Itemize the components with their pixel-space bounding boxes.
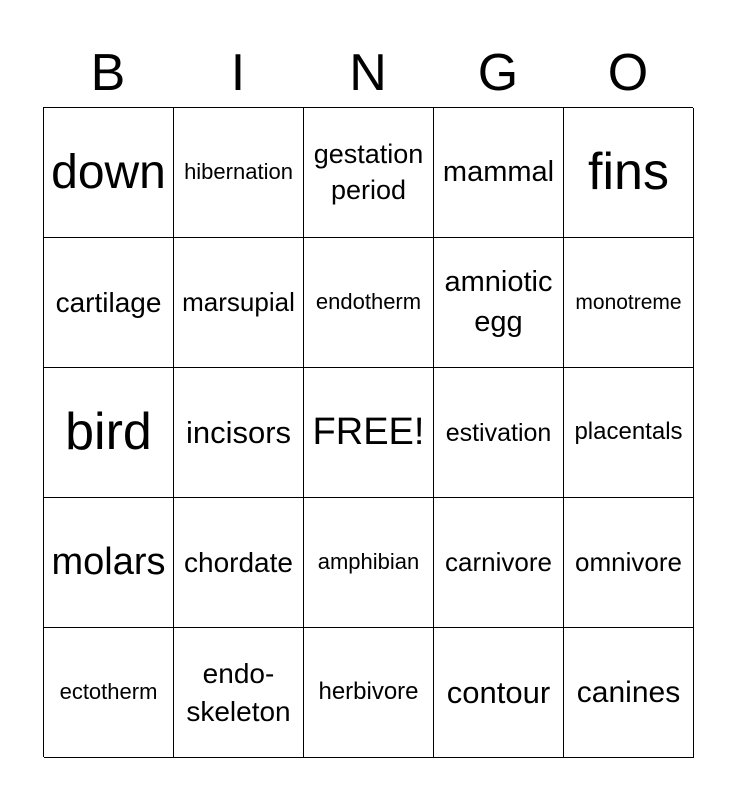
bingo-cell[interactable]: endo- skeleton [174, 628, 304, 758]
bingo-cell[interactable]: bird [44, 368, 174, 498]
bingo-cell[interactable]: ectotherm [44, 628, 174, 758]
bingo-cell[interactable]: monotreme [564, 238, 694, 368]
header-letter-b: B [90, 44, 126, 102]
bingo-cell[interactable]: omnivore [564, 498, 694, 628]
bingo-cell[interactable]: amniotic egg [434, 238, 564, 368]
bingo-cell[interactable]: incisors [174, 368, 304, 498]
bingo-header [43, 40, 693, 106]
bingo-board [43, 107, 693, 757]
bingo-cell[interactable]: estivation [434, 368, 564, 498]
bingo-cell[interactable]: gestation period [304, 108, 434, 238]
bingo-cell[interactable]: amphibian [304, 498, 434, 628]
bingo-cell[interactable]: cartilage [44, 238, 174, 368]
bingo-cell[interactable]: carnivore [434, 498, 564, 628]
bingo-cell[interactable]: contour [434, 628, 564, 758]
bingo-cell[interactable]: molars [44, 498, 174, 628]
header-letter-g: G [477, 44, 519, 102]
bingo-cell[interactable]: endotherm [304, 238, 434, 368]
bingo-cell[interactable]: down [44, 108, 174, 238]
bingo-cell[interactable]: canines [564, 628, 694, 758]
bingo-cell[interactable]: hibernation [174, 108, 304, 238]
bingo-cell[interactable]: herbivore [304, 628, 434, 758]
bingo-cell[interactable]: chordate [174, 498, 304, 628]
header-letter-o: O [607, 44, 649, 102]
bingo-cell[interactable]: mammal [434, 108, 564, 238]
header-letter-n: N [349, 44, 387, 102]
bingo-cell[interactable]: fins [564, 108, 694, 238]
bingo-cell[interactable]: placentals [564, 368, 694, 498]
bingo-cell[interactable]: FREE! [304, 368, 434, 498]
header-letter-i: I [230, 44, 246, 102]
bingo-cell[interactable]: marsupial [174, 238, 304, 368]
